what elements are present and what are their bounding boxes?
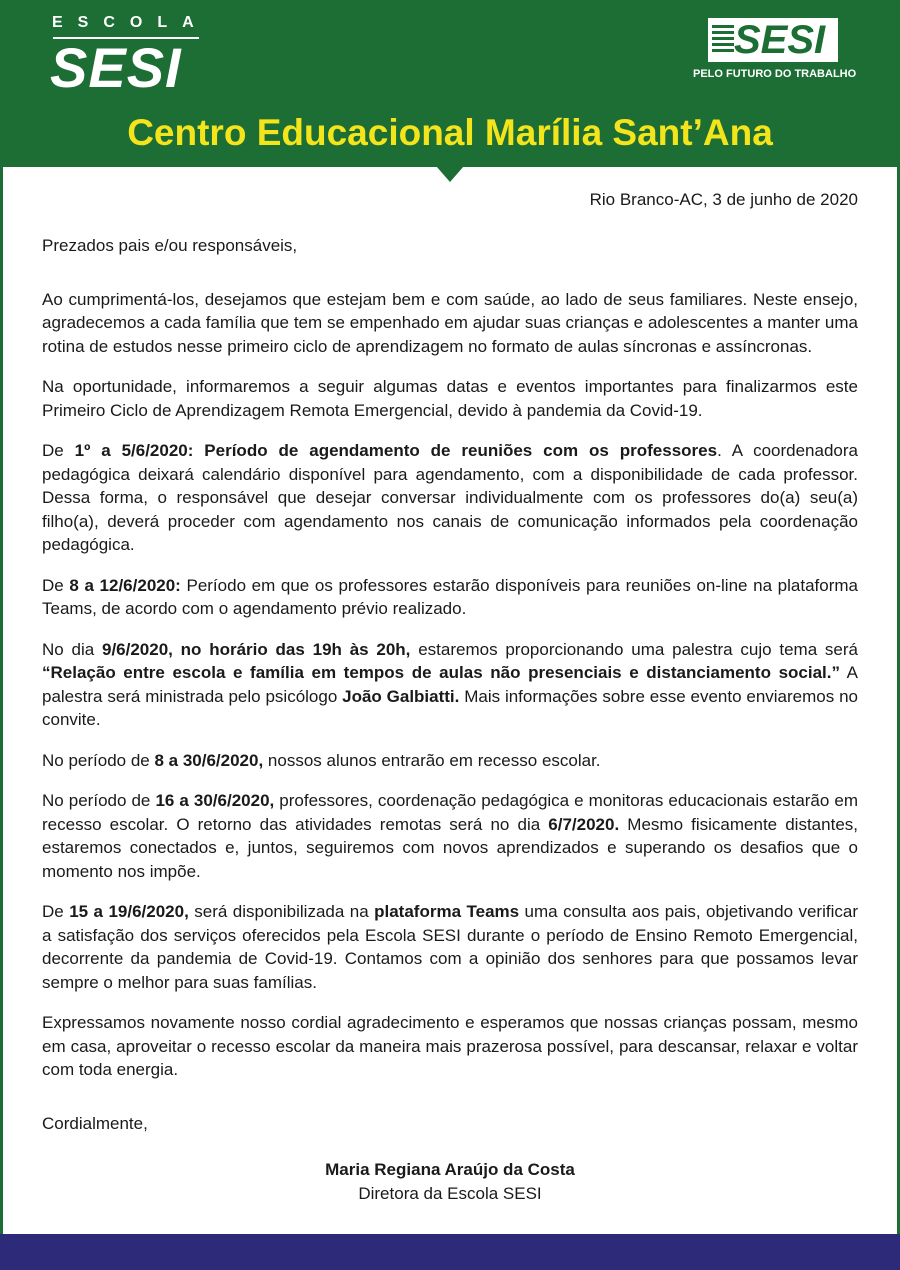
letter-date: Rio Branco-AC, 3 de junho de 2020: [589, 190, 858, 209]
paragraph-survey: De 15 a 19/6/2020, será disponibilizada na plataforma Teams uma consulta aos pais, objetivando verificar a satisfação dos serviços oferecidos pela Escola SESI durante o período de Ensino Remoto Emergencial, decorrente da pandemia de Covid-19. Contamos com a opinião dos senhores para que possamos levar sempre o melhor para suas famílias.: [42, 902, 858, 992]
greeting: Prezados pais e/ou responsáveis,: [42, 236, 298, 255]
signer-title: Diretora da Escola SESI: [358, 1184, 542, 1203]
paragraph-teams-meetings: De 8 a 12/6/2020: Período em que os professores estarão disponíveis para reuniões on-line na plataforma Teams, de acordo com o agendamento prévio realizado.: [42, 575, 858, 618]
signature-block: [0, 1158, 900, 1206]
paragraph-staff-recess: No período de 16 a 30/6/2020, professores, coordenação pedagógica e monitoras educacionais estarão em recesso escolar. O retorno das atividades remotas será no dia 6/7/2020. Mesmo fisicamente distantes, estaremos conectados e, juntos, seguiremos com novos aprendizados e superando os desafios que o momento nos impõe.: [42, 791, 859, 881]
closing: Cordialmente,: [42, 1113, 148, 1133]
paragraph-info: Na oportunidade, informaremos a seguir algumas datas e eventos importantes para finalizarmos este Primeiro Ciclo de Aprendizagem Remota Emergencial, devido à pandemia da Covid-19.: [42, 377, 858, 420]
escola-sesi-logo: SESI: [50, 36, 182, 99]
sesi-logo-text: SESI: [734, 18, 826, 62]
paragraph-intro: Ao cumprimentá-los, desejamos que estejam bem e com saúde, ao lado de seus familiares. Neste ensejo, agradecemos a cada família que tem se empenhado em ajudar suas crianças e adolescentes a manter uma rotina de estudos nesse primeiro ciclo de aprendizagem no formato de aulas síncronas e assíncronas.: [42, 289, 858, 356]
left-border: [0, 167, 3, 1235]
footer-band: [0, 1234, 900, 1270]
header-band: [0, 0, 900, 167]
school-title: Centro Educacional Marília Sant’Ana: [127, 112, 773, 153]
sesi-brand-logo: [690, 18, 860, 86]
letter-body: [42, 234, 858, 1152]
signer-name: Maria Regiana Araújo da Costa: [325, 1160, 575, 1179]
escola-label: ESCOLA: [52, 14, 209, 31]
paragraph-meetings-scheduling: De 1º a 5/6/2020: Período de agendamento de reuniões com os professores. A coordenadora pedagógica deixará calendário disponível para agendamento, com a disponibilidade de cada professor. Dessa forma, o responsável que desejar conversar individualmente com os professores do(a) seu(a) filho(a), deverá proceder com agendamento nos canais de comunicação informados pela coordenação pedagógica.: [42, 441, 858, 554]
header-pointer: [436, 166, 464, 182]
sesi-stripes-icon: [712, 25, 734, 55]
sesi-logo-box: [708, 18, 838, 62]
paragraph-lecture: No dia 9/6/2020, no horário das 19h às 20h, estaremos proporcionando uma palestra cujo tema será “Relação entre escola e família em tempos de aulas não presenciais e distanciamento social.” A palestra será ministrada pelo psicólogo João Galbiatti. Mais informações sobre esse evento enviaremos no convite.: [42, 639, 859, 729]
sesi-tagline: PELO FUTURO DO TRABALHO: [693, 68, 857, 80]
paragraph-student-recess: No período de 8 a 30/6/2020, nossos alunos entrarão em recesso escolar.: [42, 750, 601, 770]
paragraph-thanks: Expressamos novamente nosso cordial agradecimento e esperamos que nossas crianças possam, mesmo em casa, aproveitar o recesso escolar da maneira mais prazerosa possível, para descansar, relaxar e voltar com toda energia.: [42, 1013, 858, 1079]
